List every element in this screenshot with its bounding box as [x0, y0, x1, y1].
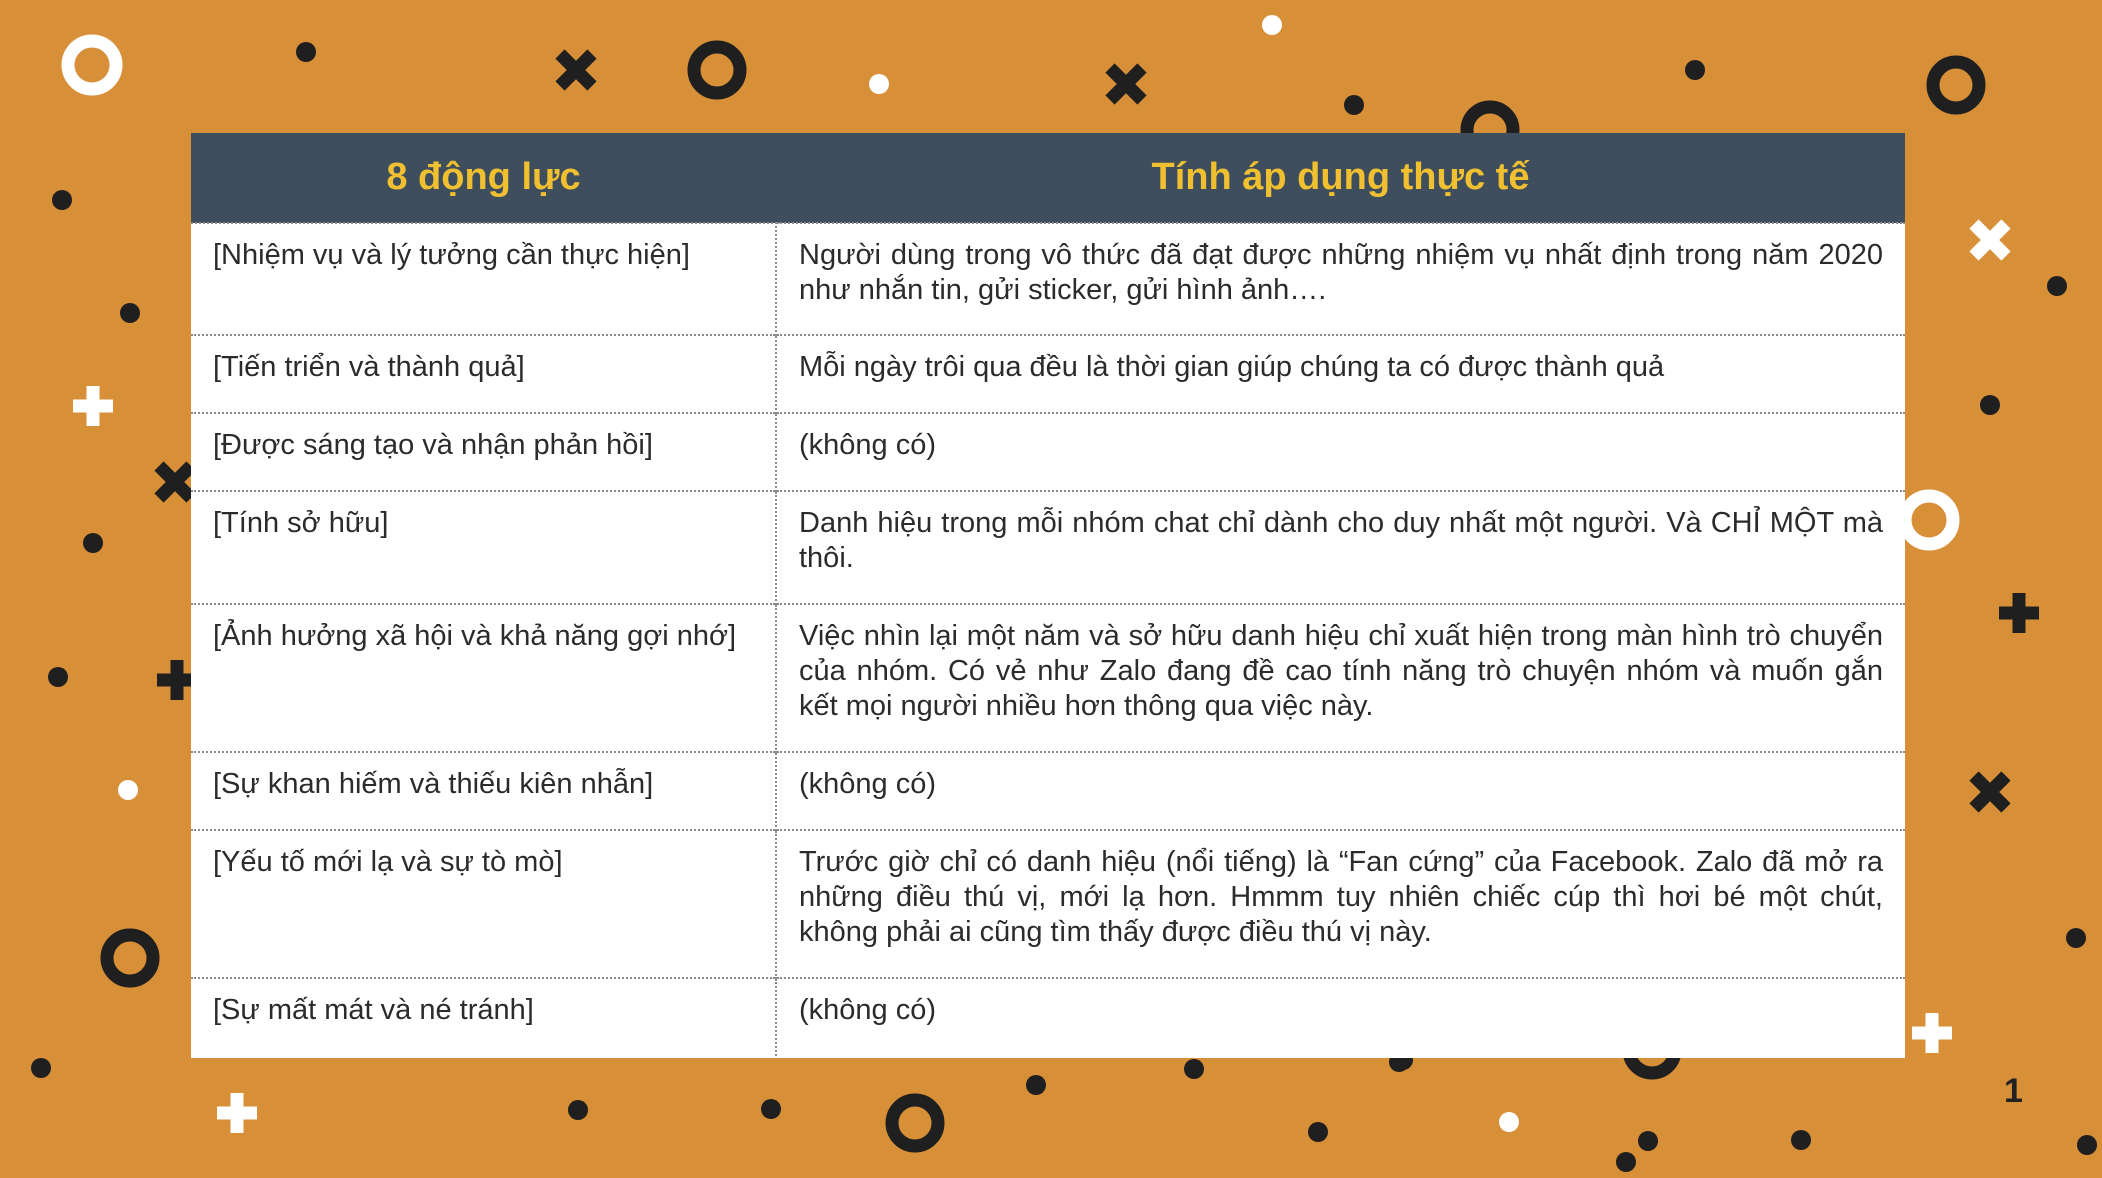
dot-shape: [52, 190, 72, 210]
motivation-cell: [Sự khan hiếm và thiếu kiên nhẫn]: [191, 752, 776, 830]
table-row: [191, 604, 1905, 752]
table-row: [191, 830, 1905, 978]
dot-shape: [1344, 95, 1364, 115]
dot-shape: [83, 533, 103, 553]
table-row: [191, 491, 1905, 604]
motivation-cell: [Sự mất mát và né tránh]: [191, 978, 776, 1056]
application-cell: (không có): [776, 752, 1905, 830]
header-motivation: 8 động lực: [386, 156, 581, 198]
table-row: [191, 978, 1905, 1056]
motivation-cell: [Được sáng tạo và nhận phản hồi]: [191, 413, 776, 491]
dot-shape: [869, 74, 889, 94]
application-cell: Việc nhìn lại một năm và sở hữu danh hiệu chỉ xuất hiện trong màn hình trò chuyển của nhóm. Có vẻ như Zalo đang đề cao tính năng trò chuyện nhóm và muốn gắn kết mọi người nhiều hơn thông qua việc này.: [776, 604, 1905, 752]
table-row: [191, 752, 1905, 830]
dot-shape: [1499, 1112, 1519, 1132]
dot-shape: [1184, 1059, 1204, 1079]
dot-shape: [1791, 1130, 1811, 1150]
header-application: Tính áp dụng thực tế: [1151, 156, 1530, 198]
dot-shape: [1026, 1075, 1046, 1095]
dot-shape: [1685, 60, 1705, 80]
table-row: [191, 413, 1905, 491]
dot-shape: [2047, 276, 2067, 296]
dot-shape: [31, 1058, 51, 1078]
dot-shape: [48, 667, 68, 687]
dot-shape: [296, 42, 316, 62]
motivation-table: [191, 133, 1905, 1058]
dot-shape: [1980, 395, 2000, 415]
dot-shape: [118, 780, 138, 800]
table-row: [191, 335, 1905, 413]
page-number: 1: [2004, 1072, 2023, 1110]
dot-shape: [1262, 15, 1282, 35]
dot-shape: [2077, 1135, 2097, 1155]
application-cell: (không có): [776, 413, 1905, 491]
motivation-cell: [Tính sở hữu]: [191, 491, 776, 604]
application-cell: Mỗi ngày trôi qua đều là thời gian giúp chúng ta có được thành quả: [776, 335, 1905, 413]
dot-shape: [1638, 1131, 1658, 1151]
application-cell: Danh hiệu trong mỗi nhóm chat chỉ dành cho duy nhất một người. Và CHỈ MỘT mà thôi.: [776, 491, 1905, 604]
table-row: [191, 223, 1905, 335]
motivation-cell: [Yếu tố mới lạ và sự tò mò]: [191, 830, 776, 978]
application-cell: (không có): [776, 978, 1905, 1056]
dot-shape: [1308, 1122, 1328, 1142]
application-cell: Trước giờ chỉ có danh hiệu (nổi tiếng) là “Fan cứng” của Facebook. Zalo đã mở ra những điều thú vị, mới lạ hơn. Hmmm tuy nhiên chiếc cúp thì hơi bé một chút, không phải ai cũng tìm thấy được điều thú vị này.: [776, 830, 1905, 978]
dot-shape: [2066, 928, 2086, 948]
table-header-row: [191, 133, 1905, 223]
motivation-cell: [Tiến triển và thành quả]: [191, 335, 776, 413]
dot-shape: [1616, 1152, 1636, 1172]
dot-shape: [120, 303, 140, 323]
motivation-cell: [Ảnh hưởng xã hội và khả năng gợi nhớ]: [191, 604, 776, 752]
motivation-cell: [Nhiệm vụ và lý tưởng cần thực hiện]: [191, 223, 776, 335]
application-cell: Người dùng trong vô thức đã đạt được những nhiệm vụ nhất định trong năm 2020 như nhắn tin, gửi sticker, gửi hình ảnh….: [776, 223, 1905, 335]
dot-shape: [761, 1099, 781, 1119]
dot-shape: [568, 1100, 588, 1120]
